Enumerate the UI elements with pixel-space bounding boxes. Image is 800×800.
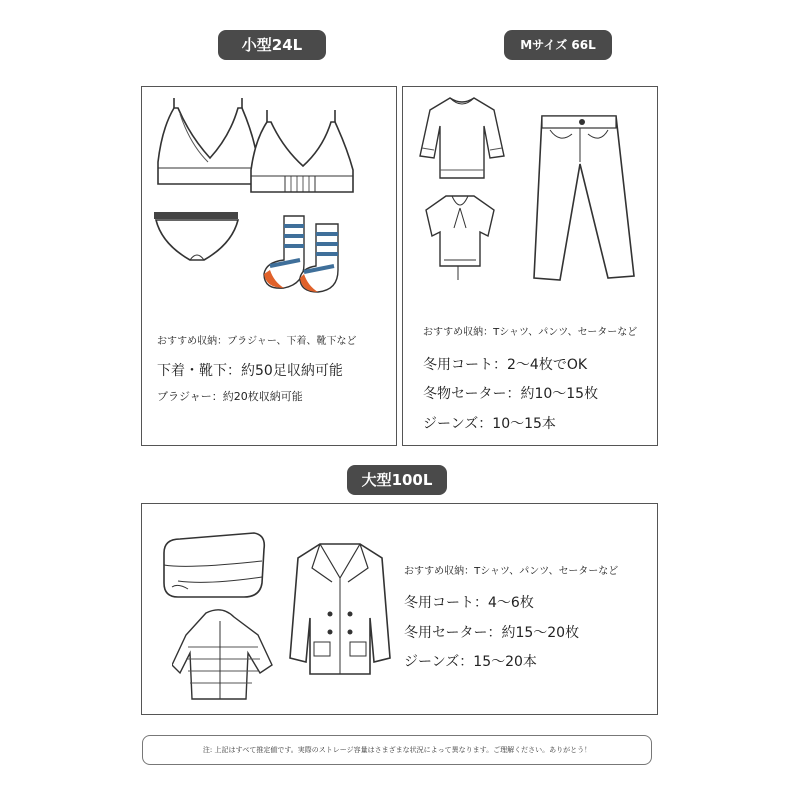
large-recommend: おすすめ収納：Tシャツ、パンツ、セーターなど (404, 566, 619, 577)
medium-line2: 冬物セーター：約10〜15枚 (423, 386, 599, 402)
large-line1: 冬用コート：4〜6枚 (404, 595, 534, 611)
badge-small: 小型24L (218, 30, 326, 60)
medium-line3: ジーンズ：10〜15本 (423, 416, 556, 432)
small-line2: ブラジャー：約20枚収納可能 (157, 390, 303, 403)
medium-recommend: おすすめ収納：Tシャツ、パンツ、セーターなど (423, 327, 638, 338)
socks-icon (256, 212, 352, 294)
small-line1: 下着・靴下：約50足収納可能 (157, 363, 343, 379)
down-jacket-icon (172, 607, 277, 705)
bra-icon (245, 108, 370, 200)
sweater-icon (418, 92, 506, 182)
blouse-icon (418, 188, 503, 286)
comforter-icon (158, 525, 268, 603)
jeans-icon (520, 112, 640, 282)
coat-icon (286, 538, 394, 680)
small-recommend: おすすめ収納：ブラジャー、下着、靴下など (157, 336, 357, 347)
badge-medium: Mサイズ 66L (504, 30, 612, 60)
large-line3: ジーンズ：15〜20本 (404, 654, 537, 670)
medium-line1: 冬用コート：2〜4枚でOK (423, 357, 588, 373)
briefs-icon (152, 208, 244, 264)
badge-large: 大型100L (347, 465, 447, 495)
large-line2: 冬用セーター：約15〜20枚 (404, 625, 580, 641)
disclaimer-note: 注: 上記はすべて推定値です。実際のストレージ容量はさまざまな状況によって異なります。ご理解ください。ありがとう！ (142, 735, 652, 765)
